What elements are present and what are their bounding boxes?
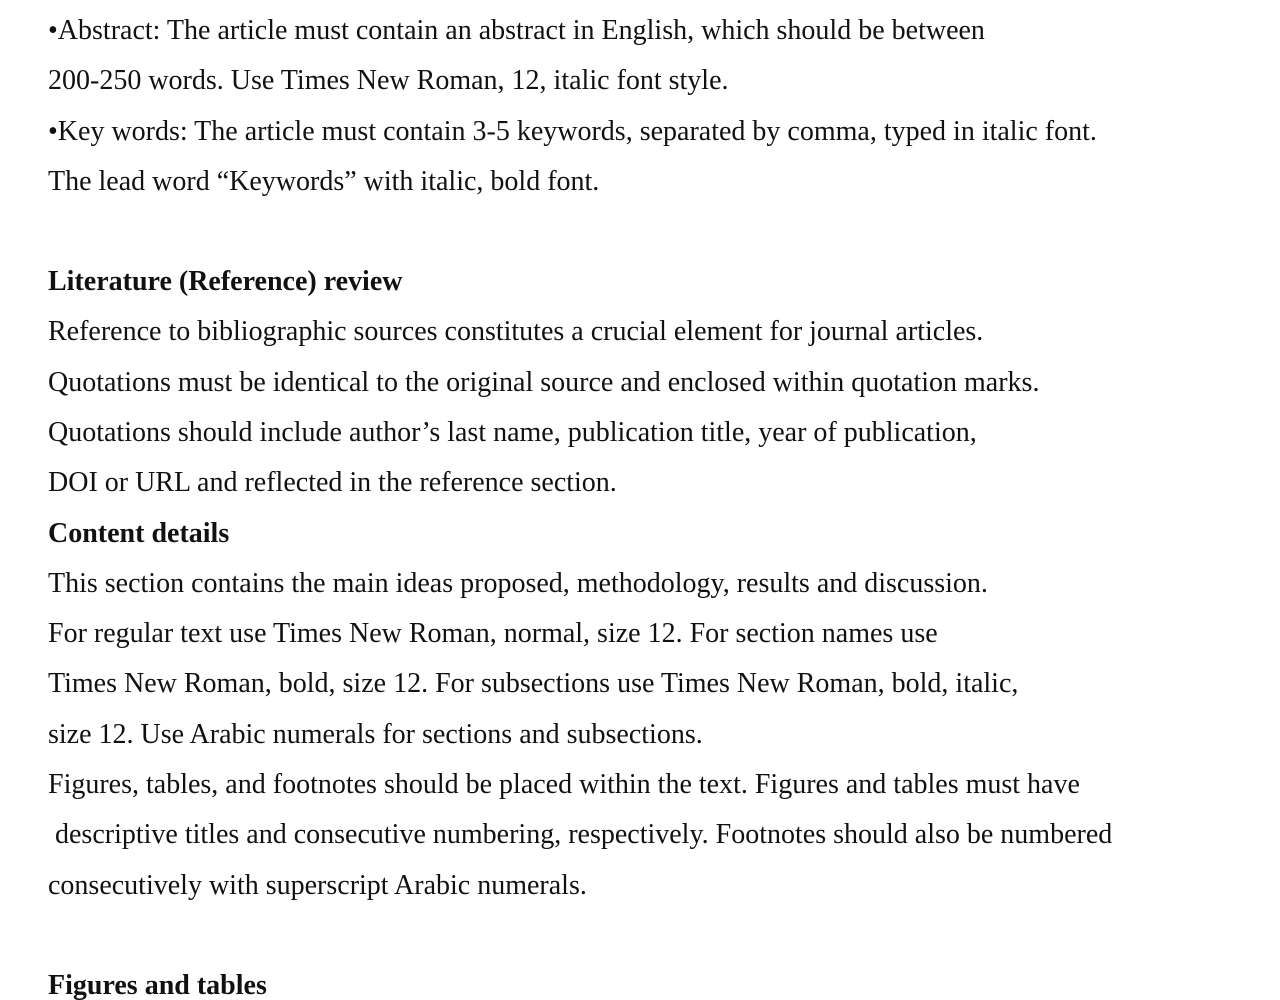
literature-review-line-2: Quotations must be identical to the original source and enclosed within quotation marks. bbox=[48, 367, 1040, 398]
figures-and-tables-heading: Figures and tables bbox=[48, 970, 267, 1000]
literature-review-line-3: Quotations should include author’s last name, publication title, year of publication, bbox=[48, 417, 977, 448]
content-details-line-2: For regular text use Times New Roman, normal, size 12. For section names use bbox=[48, 618, 938, 649]
abstract-bullet-line-1: •Abstract: The article must contain an abstract in English, which should be between bbox=[48, 15, 985, 46]
keywords-bullet-line-2: The lead word “Keywords” with italic, bold font. bbox=[48, 166, 600, 197]
content-details-line-5: Figures, tables, and footnotes should be placed within the text. Figures and tables must have bbox=[48, 769, 1080, 800]
literature-review-line-4: DOI or URL and reflected in the reference section. bbox=[48, 467, 617, 498]
content-details-line-3: Times New Roman, bold, size 12. For subsections use Times New Roman, bold, italic, bbox=[48, 668, 1019, 699]
keywords-bullet-line-1: •Key words: The article must contain 3-5 keywords, separated by comma, typed in italic font. bbox=[48, 116, 1097, 147]
literature-review-line-1: Reference to bibliographic sources constitutes a crucial element for journal articles. bbox=[48, 316, 984, 347]
content-details-line-1: This section contains the main ideas proposed, methodology, results and discussion. bbox=[48, 568, 988, 599]
abstract-bullet-line-2: 200-250 words. Use Times New Roman, 12, italic font style. bbox=[48, 65, 729, 96]
content-details-line-6: descriptive titles and consecutive numbering, respectively. Footnotes should also be numbered bbox=[48, 819, 1113, 850]
content-details-heading: Content details bbox=[48, 518, 230, 549]
content-details-line-4: size 12. Use Arabic numerals for sections and subsections. bbox=[48, 719, 703, 750]
content-details-line-7: consecutively with superscript Arabic numerals. bbox=[48, 870, 587, 901]
literature-review-heading: Literature (Reference) review bbox=[48, 266, 403, 297]
